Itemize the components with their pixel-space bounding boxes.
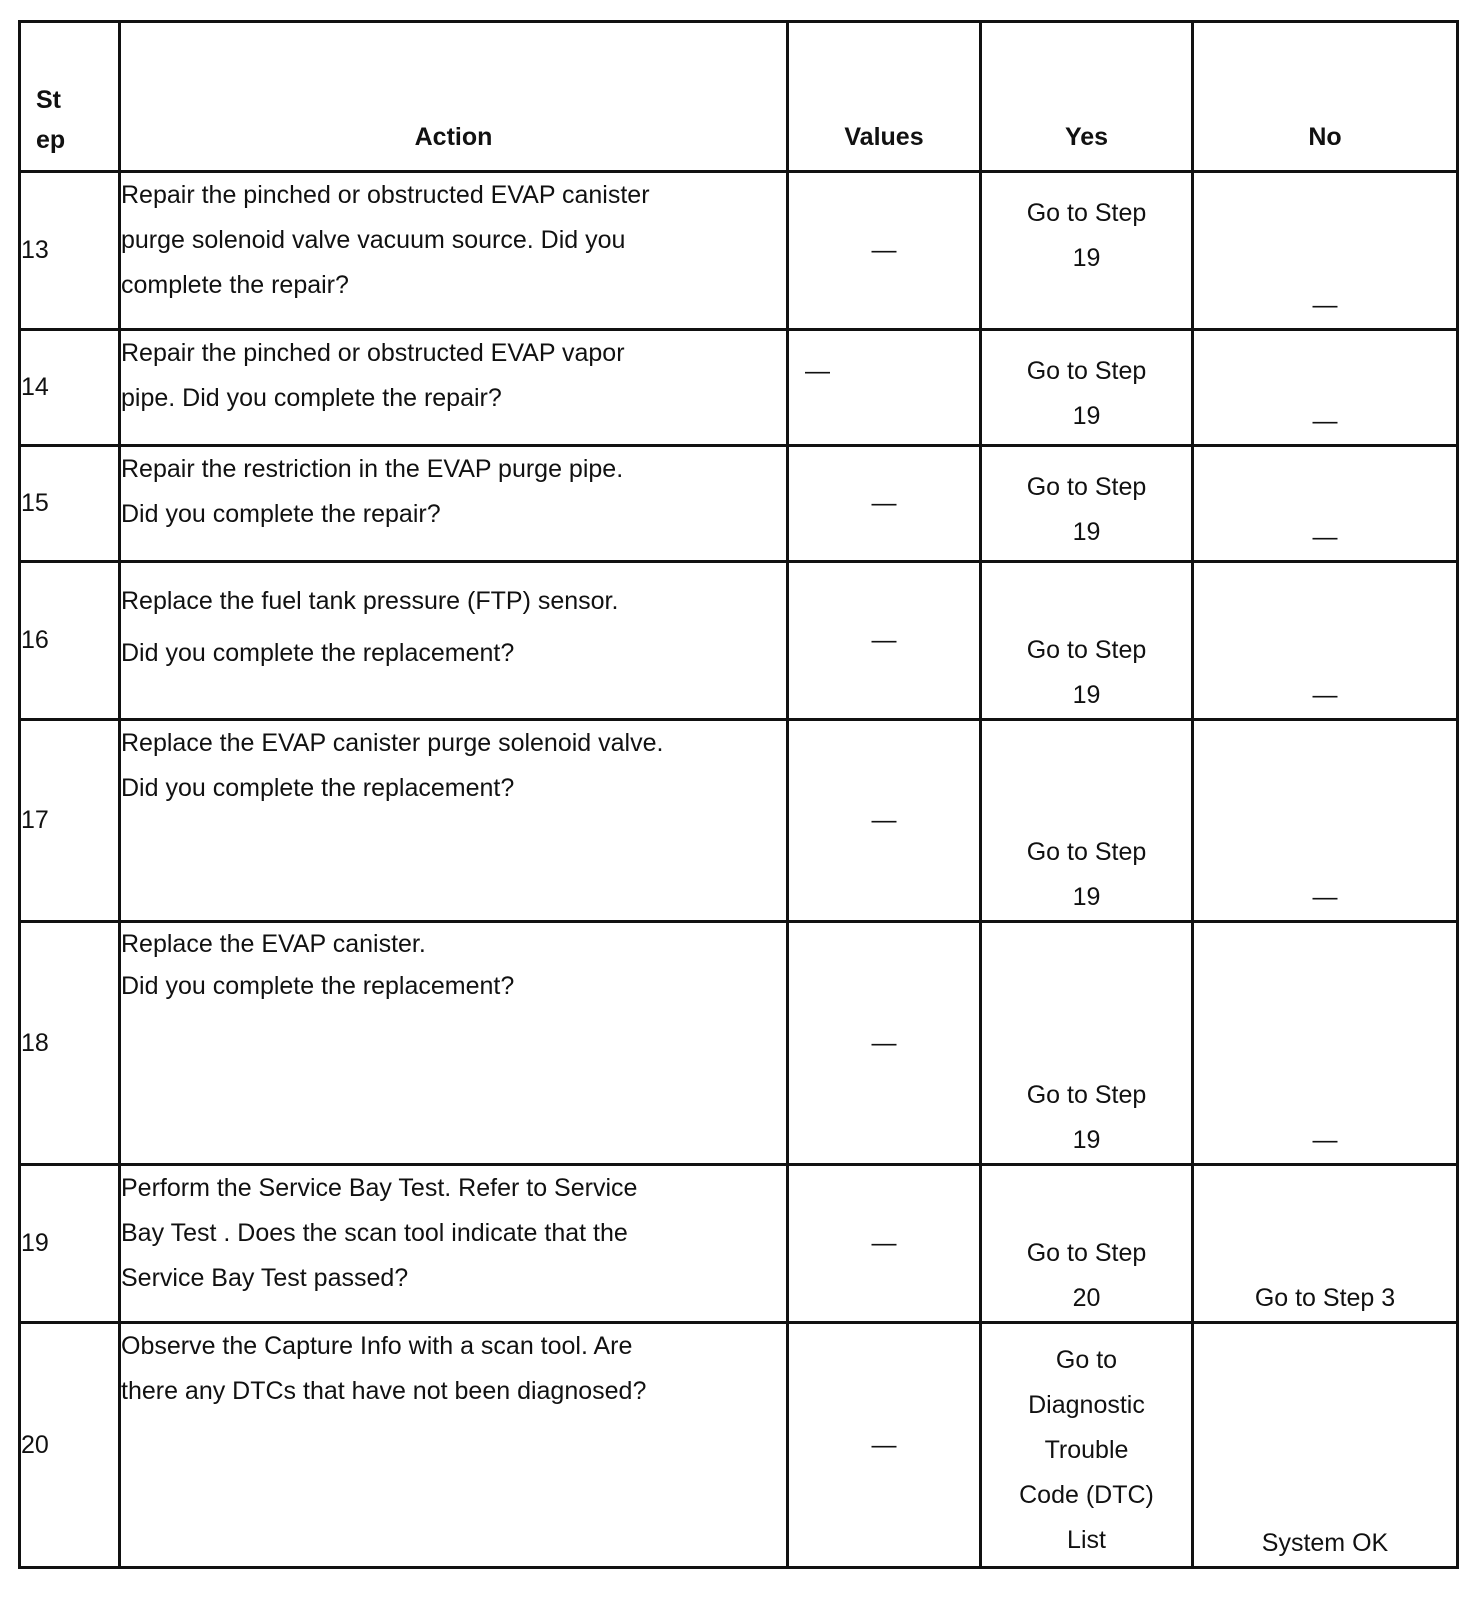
- yes-cell: Go to Step 20: [981, 1165, 1193, 1323]
- values-cell: —: [788, 720, 981, 922]
- no-cell: —: [1193, 720, 1458, 922]
- header-yes: Yes: [981, 22, 1193, 172]
- values-cell: —: [788, 1323, 981, 1568]
- action-line: Replace the fuel tank pressure (FTP) sensor.: [121, 587, 619, 615]
- action-line: Repair the restriction in the EVAP purge pipe.: [121, 455, 624, 483]
- table-header: [20, 22, 1458, 172]
- action-cell: [120, 1165, 788, 1323]
- values-cell: —: [788, 562, 981, 720]
- table-row: [20, 922, 1458, 1165]
- diagnostic-table: [18, 20, 1459, 1569]
- no-cell: —: [1193, 446, 1458, 562]
- no-cell: —: [1193, 562, 1458, 720]
- action-cell: [120, 562, 788, 720]
- action-line: Repair the pinched or obstructed EVAP vapor: [121, 339, 625, 367]
- action-line: Repair the pinched or obstructed EVAP canister: [121, 181, 650, 209]
- action-cell: [120, 1323, 788, 1568]
- action-line: Did you complete the replacement?: [121, 972, 515, 1000]
- action-cell: [120, 720, 788, 922]
- header-row: [20, 22, 1458, 172]
- no-cell: System OK: [1193, 1323, 1458, 1568]
- action-cell: [120, 922, 788, 1165]
- yes-cell: Go to Step 19: [981, 720, 1193, 922]
- action-line: Replace the EVAP canister.: [121, 930, 426, 958]
- header-action: Action: [120, 22, 788, 172]
- header-step: St ep: [20, 22, 120, 172]
- table-row: [20, 446, 1458, 562]
- step-number: 17: [20, 720, 120, 922]
- table-row: [20, 562, 1458, 720]
- action-cell: [120, 446, 788, 562]
- yes-cell: Go to Diagnostic Trouble Code (DTC) List: [981, 1323, 1193, 1568]
- yes-cell: Go to Step 19: [981, 172, 1193, 330]
- action-line: complete the repair?: [121, 271, 349, 299]
- values-cell: —: [788, 446, 981, 562]
- yes-cell: Go to Step 19: [981, 922, 1193, 1165]
- table-body: [20, 172, 1458, 1568]
- step-number: 20: [20, 1323, 120, 1568]
- no-cell: —: [1193, 172, 1458, 330]
- step-number: 18: [20, 922, 120, 1165]
- yes-cell: Go to Step 19: [981, 446, 1193, 562]
- action-cell: [120, 330, 788, 446]
- action-line: Perform the Service Bay Test. Refer to Service: [121, 1174, 638, 1202]
- step-number: 14: [20, 330, 120, 446]
- step-number: 19: [20, 1165, 120, 1323]
- values-cell: —: [788, 922, 981, 1165]
- action-line: Observe the Capture Info with a scan tool. Are: [121, 1332, 633, 1360]
- yes-cell: Go to Step 19: [981, 562, 1193, 720]
- table-row: [20, 1165, 1458, 1323]
- action-cell: [120, 172, 788, 330]
- step-number: 13: [20, 172, 120, 330]
- values-cell: —: [788, 1165, 981, 1323]
- action-line: Bay Test . Does the scan tool indicate that the: [121, 1219, 628, 1247]
- no-cell: Go to Step 3: [1193, 1165, 1458, 1323]
- table-row: [20, 1323, 1458, 1568]
- action-line: Service Bay Test passed?: [121, 1264, 409, 1292]
- table-row: [20, 330, 1458, 446]
- header-values: Values: [788, 22, 981, 172]
- action-line: pipe. Did you complete the repair?: [121, 384, 502, 412]
- action-line: Did you complete the replacement?: [121, 774, 515, 802]
- values-cell: —: [788, 330, 981, 446]
- action-line: there any DTCs that have not been diagnosed?: [121, 1377, 647, 1405]
- action-line: Replace the EVAP canister purge solenoid valve.: [121, 729, 664, 757]
- no-cell: —: [1193, 922, 1458, 1165]
- values-cell: —: [788, 172, 981, 330]
- yes-cell: Go to Step 19: [981, 330, 1193, 446]
- action-line: purge solenoid valve vacuum source. Did you: [121, 226, 626, 254]
- no-cell: —: [1193, 330, 1458, 446]
- table-row: [20, 720, 1458, 922]
- step-number: 16: [20, 562, 120, 720]
- action-line: Did you complete the repair?: [121, 500, 441, 528]
- step-number: 15: [20, 446, 120, 562]
- header-no: No: [1193, 22, 1458, 172]
- table-row: [20, 172, 1458, 330]
- action-line: Did you complete the replacement?: [121, 639, 515, 667]
